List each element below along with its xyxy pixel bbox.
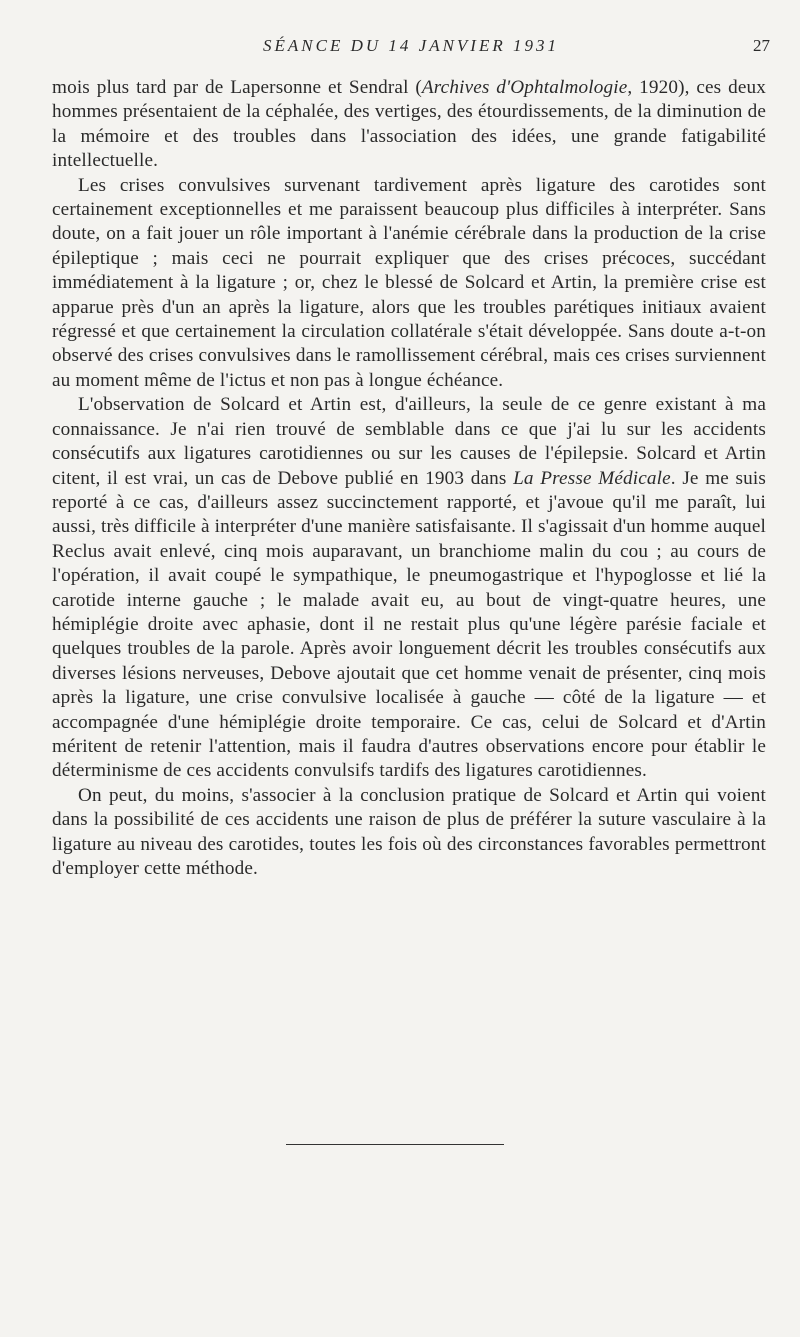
text-segment: mois plus tard par de Lapersonne et Sendral (: [52, 77, 422, 98]
paragraph-4: [52, 784, 766, 882]
paragraph-3: [52, 393, 766, 784]
section-end-rule: [286, 1144, 504, 1145]
paragraph-1: [52, 76, 766, 174]
text-segment: Les crises convulsives survenant tardivement après ligature des carotides sont certainement exceptionnelles et me paraissent beaucoup plus difficiles à interpréter. Sans doute, on a fait jouer un rôle important à l'anémie cérébrale dans la production de la crise épileptique ; mais ceci ne pourrait expliquer que des crises précoces, succédant immédiatement à la ligature ; or, chez le blessé de Solcard et Artin, la première crise est apparue près d'un an après la ligature, alors que les troubles parétiques initiaux avaient régressé et que certainement la circulation collatérale s'était développée. Sans doute a-t-on observé des crises convulsives dans le ramollissement cérébral, mais ces crises surviennent au moment même de l'ictus et non pas à longue échéance.: [52, 174, 766, 391]
text-segment: L'observation de Solcard et Artin est, d'ailleurs, la seule de ce genre existant à ma connaissance. Je n'ai rien trouvé de semblable dans ce que j'ai lu sur les accidents consécutifs aux ligatures carotidiennes ou sur les causes de l'épilepsie. Solcard et Artin citent, il est vrai, un cas de Debove publié en 1903 dans: [52, 394, 766, 489]
running-head: [52, 36, 770, 60]
body-text: [52, 76, 766, 881]
running-title: SÉANCE DU 14 JANVIER 1931: [263, 36, 559, 55]
text-segment: On peut, du moins, s'associer à la conclusion pratique de Solcard et Artin qui voient dans la possibilité de ces accidents une raison de plus de préférer la suture vasculaire à la ligature au niveau des carotides, toutes les fois où des circonstances favorables permettront d'employer cette méthode.: [52, 784, 766, 879]
text-segment: . Je me suis reporté à ce cas, d'ailleurs assez succinctement rapporté, et j'avoue qu'il me paraît, lui aussi, très difficile à interpréter d'une manière satisfaisante. Il s'agissait d'un homme auquel Reclus avait enlevé, cinq mois auparavant, un branchiome malin du cou ; au cours de l'opération, il avait coupé le sympathique, le pneumogastrique et l'hypoglosse et lié la carotide interne gauche ; le malade avait eu, au bout de vingt-quatre heures, une hémiplégie droite avec aphasie, dont il ne restait plus qu'une légère parésie faciale et quelques troubles de la parole. Après avoir longuement décrit les troubles consécutifs aux diverses lésions nerveuses, Debove ajoutait que cet homme venait de présenter, cinq mois après la ligature, une crise convulsive localisée à gauche — côté de la ligature — et accompagnée d'une hémiplégie droite temporaire. Ce cas, celui de Solcard et d'Artin méritent de retenir l'attention, mais il faudra d'autres observations encore pour établir le déterminisme de ces accidents convulsifs tardifs des ligatures carotidiennes.: [52, 467, 766, 782]
page-number: 27: [753, 36, 770, 55]
journal-title: La Presse Médicale: [513, 467, 671, 489]
text-segment: , 1920), ces deux hommes présentaient de la céphalée, des vertiges, des étourdissements, de la diminution de la mémoire et des troubles dans l'association des idées, une grande fatigabilité intellectuelle.: [52, 77, 766, 172]
paragraph-2: [52, 174, 766, 394]
journal-title: Archives d'Ophtalmologie: [421, 77, 628, 98]
